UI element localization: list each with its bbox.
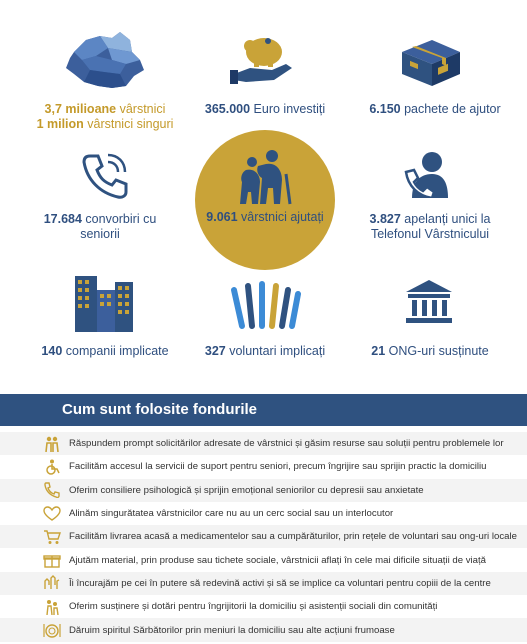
list-item <box>0 525 527 548</box>
stat-ngos-text: ONG-uri susținute <box>385 344 489 358</box>
cart-icon <box>43 529 61 545</box>
stat-callers-value: 3.827 <box>369 212 401 226</box>
section-band <box>0 394 527 426</box>
list-item-text: Îi încurajăm pe cei în putere să redevină activi și să se implice ca voluntari pentru copiii de la centre <box>69 577 491 589</box>
stat-companies-text: companii implicate <box>62 344 169 358</box>
list-item-text: Facilităm accesul la servicii de suport pentru seniori, precum îngrijire sau sprijin practic la domiciliu <box>69 461 487 473</box>
stat-helped <box>195 210 335 224</box>
stat-helped-text: vârstnici ajutați <box>237 210 324 224</box>
list-item-text: Răspundem prompt solicitărilor adresate de vârstnici și găsim resurse sau soluții pentru problemele lor <box>69 438 504 450</box>
uses-list <box>0 432 527 642</box>
stat-ngos-value: 21 <box>371 344 386 358</box>
stat-calls-text2: seniorii <box>80 227 120 241</box>
stat-volunteers-value: 327 <box>204 344 226 358</box>
heart-hands-icon <box>43 506 61 522</box>
list-item-text: Oferim susținere și dotări pentru îngrijitorii la domiciliu și asistenții sociali din comunități <box>69 601 438 613</box>
stat-helped-value: 9.061 <box>206 210 238 224</box>
wheelchair-icon <box>43 459 61 475</box>
list-item-text: Oferim consiliere psihologică și sprijin emoțional seniorilor cu depresii sau anxietate <box>69 484 424 496</box>
list-item-text: Alinăm singurătatea vârstnicilor care nu au un cerc social sau un interlocutor <box>69 508 394 520</box>
stat-packages-text: pachete de ajutor <box>400 102 501 116</box>
stat-invested-text: Euro investiți <box>250 102 326 116</box>
list-item <box>0 572 527 595</box>
caregiver-icon <box>43 599 61 615</box>
stat-calls-text: convorbiri cu <box>81 212 157 226</box>
list-item-text: Facilităm livrarea acasă a medicamentelor sau a cumpărăturilor, prin rețele de voluntari sau ong-uri locale <box>69 531 517 543</box>
stat-ngos <box>345 344 515 359</box>
stat-volunteers <box>180 344 350 359</box>
caller-icon <box>404 150 448 198</box>
stat-seniors-text: vârstnici <box>116 102 166 116</box>
institution-icon <box>404 278 454 324</box>
phone-icon <box>43 482 61 498</box>
seniors-icon <box>43 436 61 452</box>
list-item <box>0 595 527 618</box>
list-item-text: Ajutăm material, prin produse sau tichete sociale, vârstnicii aflați în cele mai dificile situații de viață <box>69 554 486 566</box>
stat-invested-value: 365.000 <box>204 102 251 116</box>
hands-icon <box>43 575 61 591</box>
phone-call-icon <box>82 152 128 200</box>
list-item <box>0 618 527 641</box>
stat-seniors-alone-text: vârstnici singuri <box>83 117 174 131</box>
list-item <box>0 479 527 502</box>
list-item <box>0 502 527 525</box>
list-item <box>0 455 527 478</box>
stat-packages <box>350 102 520 117</box>
list-item-text: Dăruim spiritul Sărbătorilor prin meniuri la domiciliu sau alte acțiuni frumoase <box>69 624 395 636</box>
stat-seniors-alone-value: 1 milion <box>36 117 84 131</box>
stat-calls-value: 17.684 <box>43 212 82 226</box>
stat-seniors-value: 3,7 milioane <box>44 102 117 116</box>
stat-calls <box>20 212 180 242</box>
buildings-icon <box>73 272 135 332</box>
stat-volunteers-text: voluntari implicați <box>225 344 326 358</box>
raised-hands-icon <box>226 280 302 334</box>
list-item <box>0 548 527 571</box>
stat-invested <box>180 102 350 117</box>
stat-callers <box>345 212 515 242</box>
stat-callers-text2: Telefonul Vârstnicului <box>370 227 490 241</box>
gift-icon <box>43 552 61 568</box>
elderly-couple-icon <box>232 148 298 206</box>
section-title: Cum sunt folosite fondurile <box>62 401 257 418</box>
piggy-bank-icon <box>228 30 298 86</box>
stat-packages-value: 6.150 <box>369 102 401 116</box>
package-box-icon <box>398 36 464 88</box>
meal-icon <box>43 622 61 638</box>
stat-companies-value: 140 <box>41 344 63 358</box>
romania-map-icon <box>60 30 150 92</box>
stat-companies <box>20 344 190 359</box>
list-item <box>0 432 527 455</box>
stat-seniors <box>15 102 195 132</box>
stat-callers-text: apelanți unici la <box>400 212 491 226</box>
